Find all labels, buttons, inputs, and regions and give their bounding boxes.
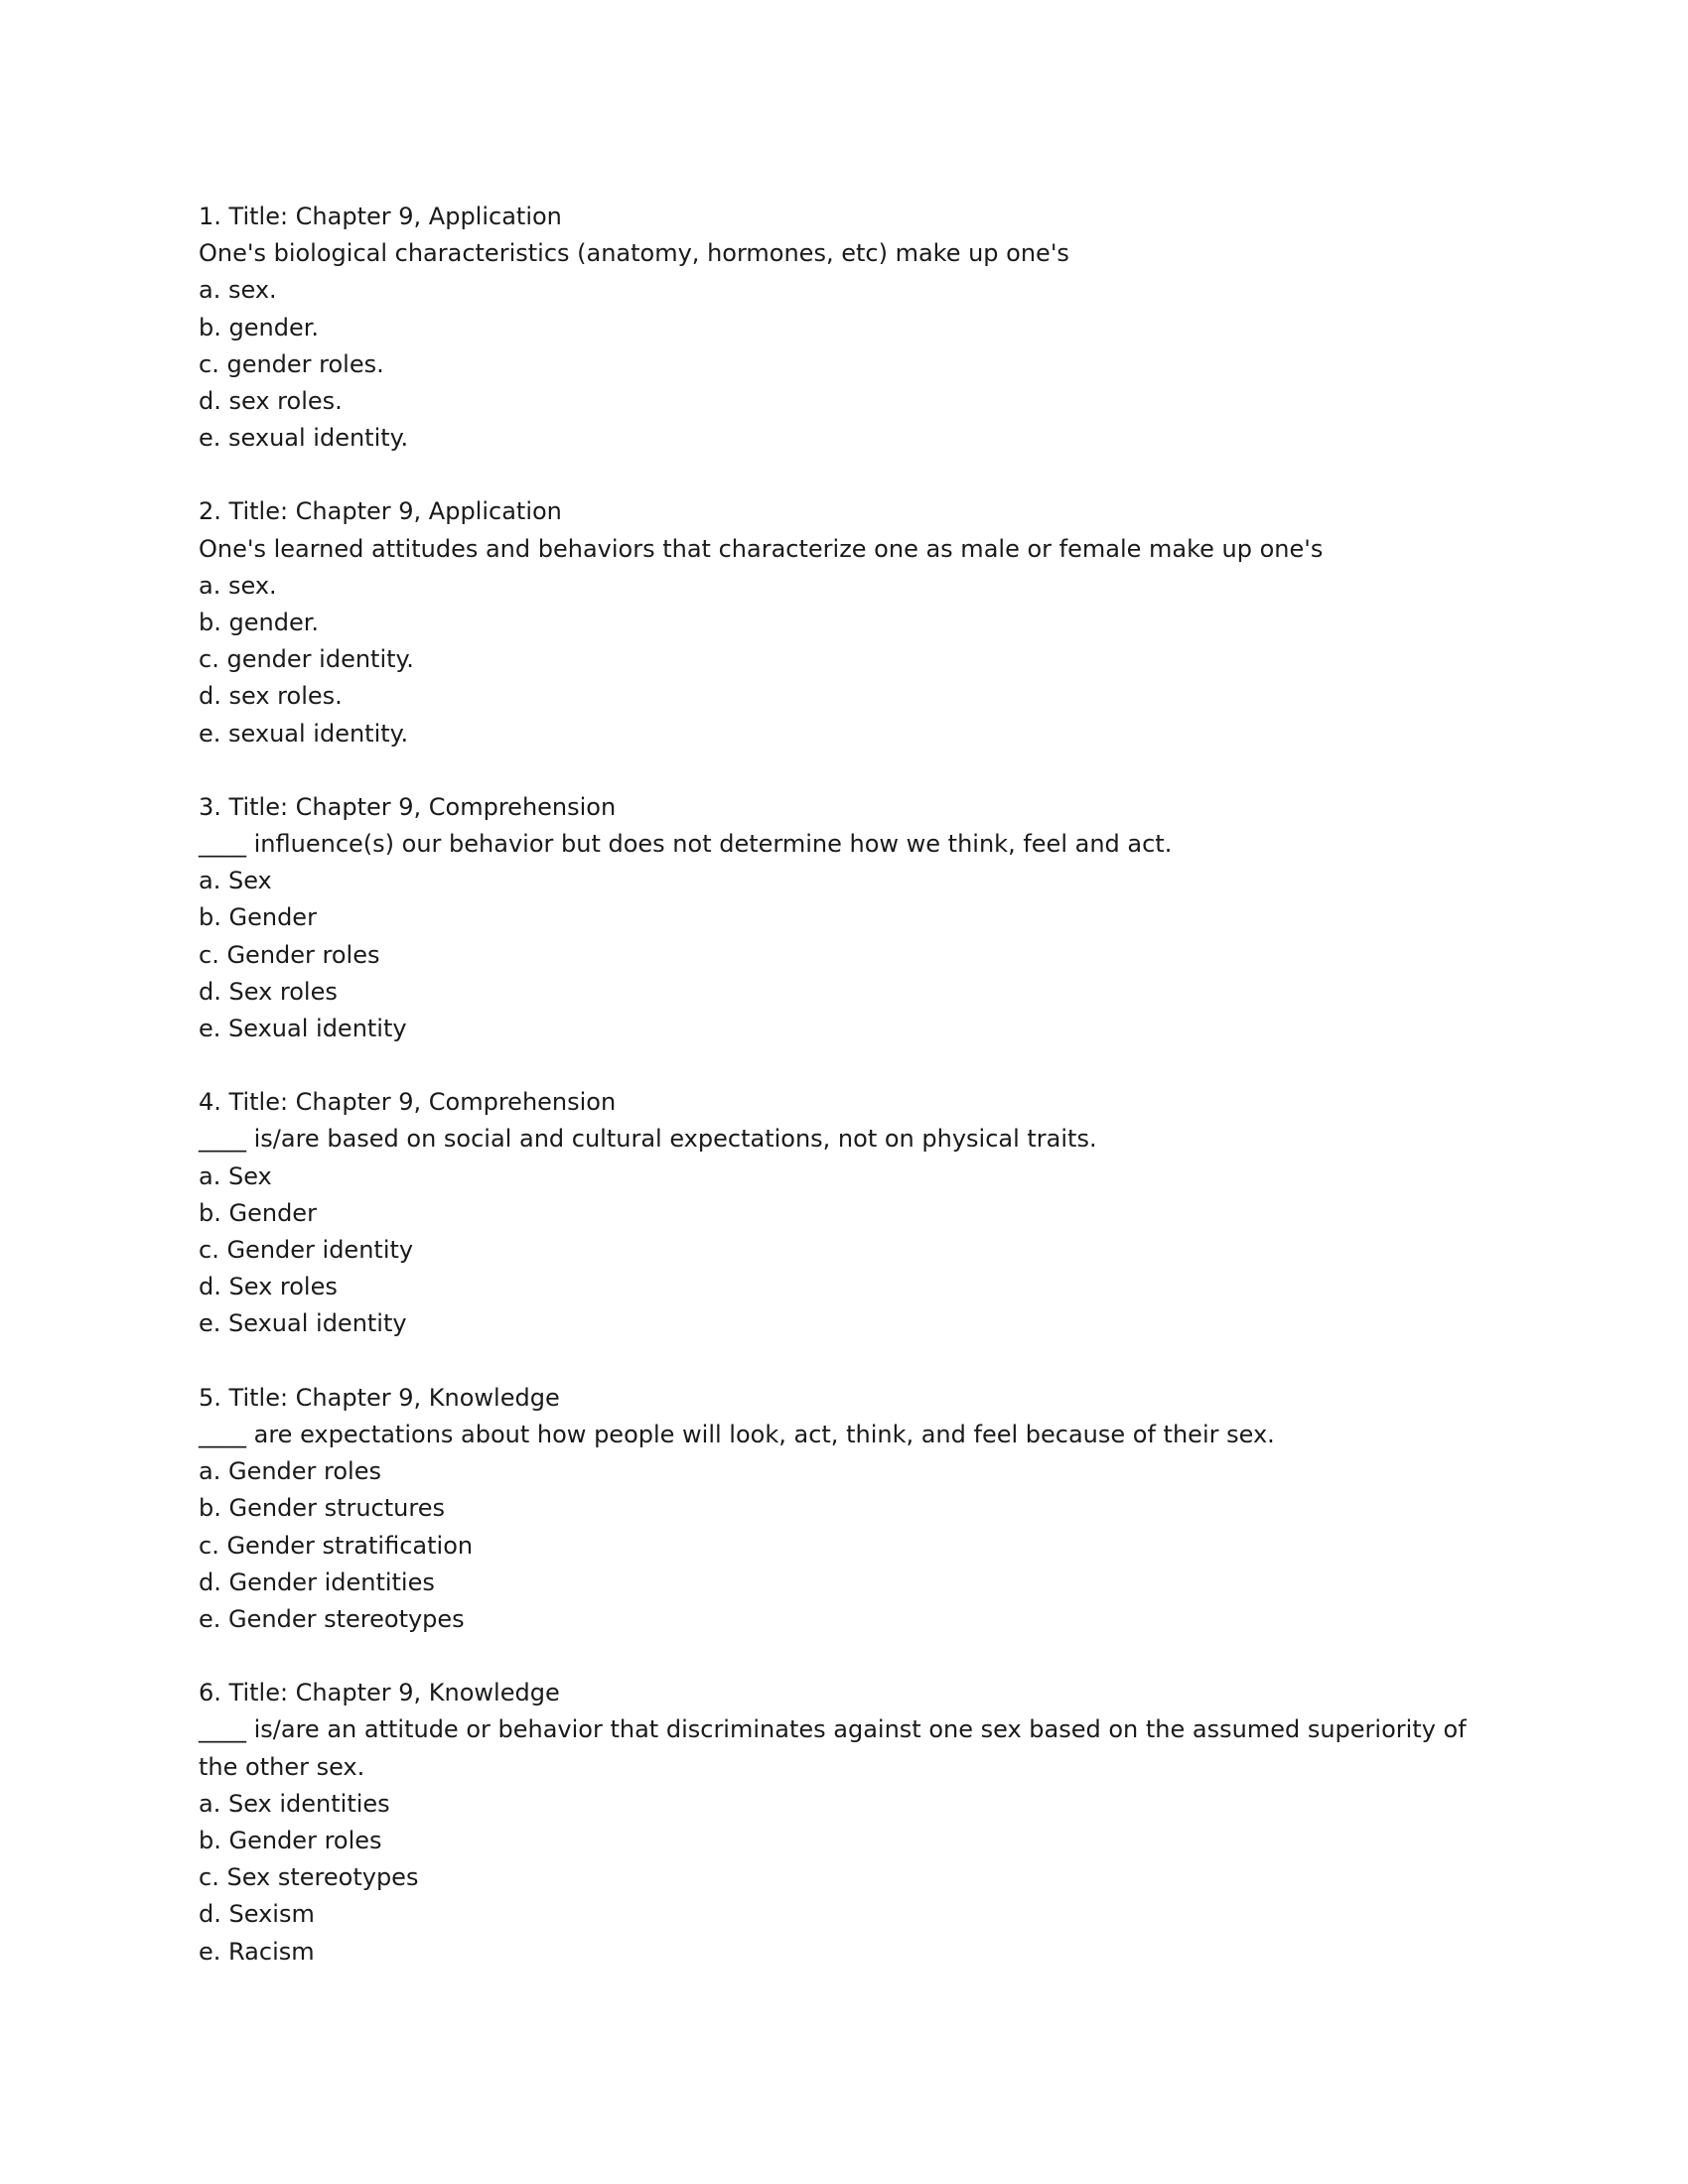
answer-option: e. Sexual identity: [199, 1015, 407, 1043]
answer-option: b. Gender structures: [199, 1494, 445, 1523]
answer-option: c. Sex stereotypes: [199, 1863, 419, 1892]
question-title: 6. Title: Chapter 9, Knowledge: [199, 1679, 560, 1707]
question-title: 2. Title: Chapter 9, Application: [199, 497, 562, 526]
answer-option: d. Gender identities: [199, 1568, 435, 1596]
answer-option: a. Gender roles: [199, 1457, 381, 1486]
question-5: [199, 1380, 1489, 1638]
question-title: 1. Title: Chapter 9, Application: [199, 203, 562, 230]
question-stem: One's biological characteristics (anatomy, hormones, etc) make up one's: [199, 239, 1069, 268]
question-stem: ____ are expectations about how people will look, act, think, and feel because of their sex.: [199, 1420, 1275, 1448]
question-6: [199, 1675, 1489, 1971]
answer-option: c. gender roles.: [199, 349, 384, 378]
document-page: [199, 199, 1489, 2007]
question-stem: ____ influence(s) our behavior but does not determine how we think, feel and act.: [199, 830, 1173, 859]
answer-option: b. gender.: [199, 313, 319, 341]
question-stem: ____ is/are based on social and cultural expectations, not on physical traits.: [199, 1125, 1097, 1154]
answer-option: e. Gender stereotypes: [199, 1604, 465, 1633]
question-2: [199, 493, 1489, 751]
answer-option: a. Sex: [199, 867, 272, 895]
answer-option: e. Racism: [199, 1937, 315, 1966]
question-3: [199, 789, 1489, 1047]
answer-option: d. Sex roles: [199, 1273, 338, 1301]
question-title: 3. Title: Chapter 9, Comprehension: [199, 792, 617, 821]
answer-option: e. sexual identity.: [199, 719, 409, 748]
answer-option: d. Sex roles: [199, 977, 338, 1006]
question-1: [199, 199, 1489, 457]
question-title: 4. Title: Chapter 9, Comprehension: [199, 1088, 617, 1117]
answer-option: c. Gender identity: [199, 1236, 414, 1265]
answer-option: c. Gender stratification: [199, 1531, 474, 1560]
answer-option: e. Sexual identity: [199, 1309, 407, 1338]
answer-option: b. Gender: [199, 903, 317, 932]
answer-option: b. Gender: [199, 1198, 317, 1227]
answer-option: e. sexual identity.: [199, 424, 409, 453]
answer-option: d. sex roles.: [199, 387, 343, 416]
answer-option: c. Gender roles: [199, 940, 380, 969]
answer-option: b. Gender roles: [199, 1826, 382, 1854]
answer-option: d. Sexism: [199, 1900, 315, 1929]
answer-option: b. gender.: [199, 609, 319, 637]
question-4: [199, 1084, 1489, 1342]
question-title: 5. Title: Chapter 9, Knowledge: [199, 1383, 560, 1412]
answer-option: a. sex.: [199, 571, 277, 600]
answer-option: c. gender identity.: [199, 645, 414, 674]
answer-option: a. Sex: [199, 1161, 272, 1190]
answer-option: a. sex.: [199, 276, 277, 305]
answer-option: d. sex roles.: [199, 682, 343, 711]
question-stem: One's learned attitudes and behaviors that characterize one as male or female make up one's: [199, 534, 1324, 563]
answer-option: a. Sex identities: [199, 1789, 390, 1818]
question-stem: ____ is/are an attitude or behavior that discriminates against one sex based on the assumed superiority of the other sex.: [199, 1715, 1467, 1781]
